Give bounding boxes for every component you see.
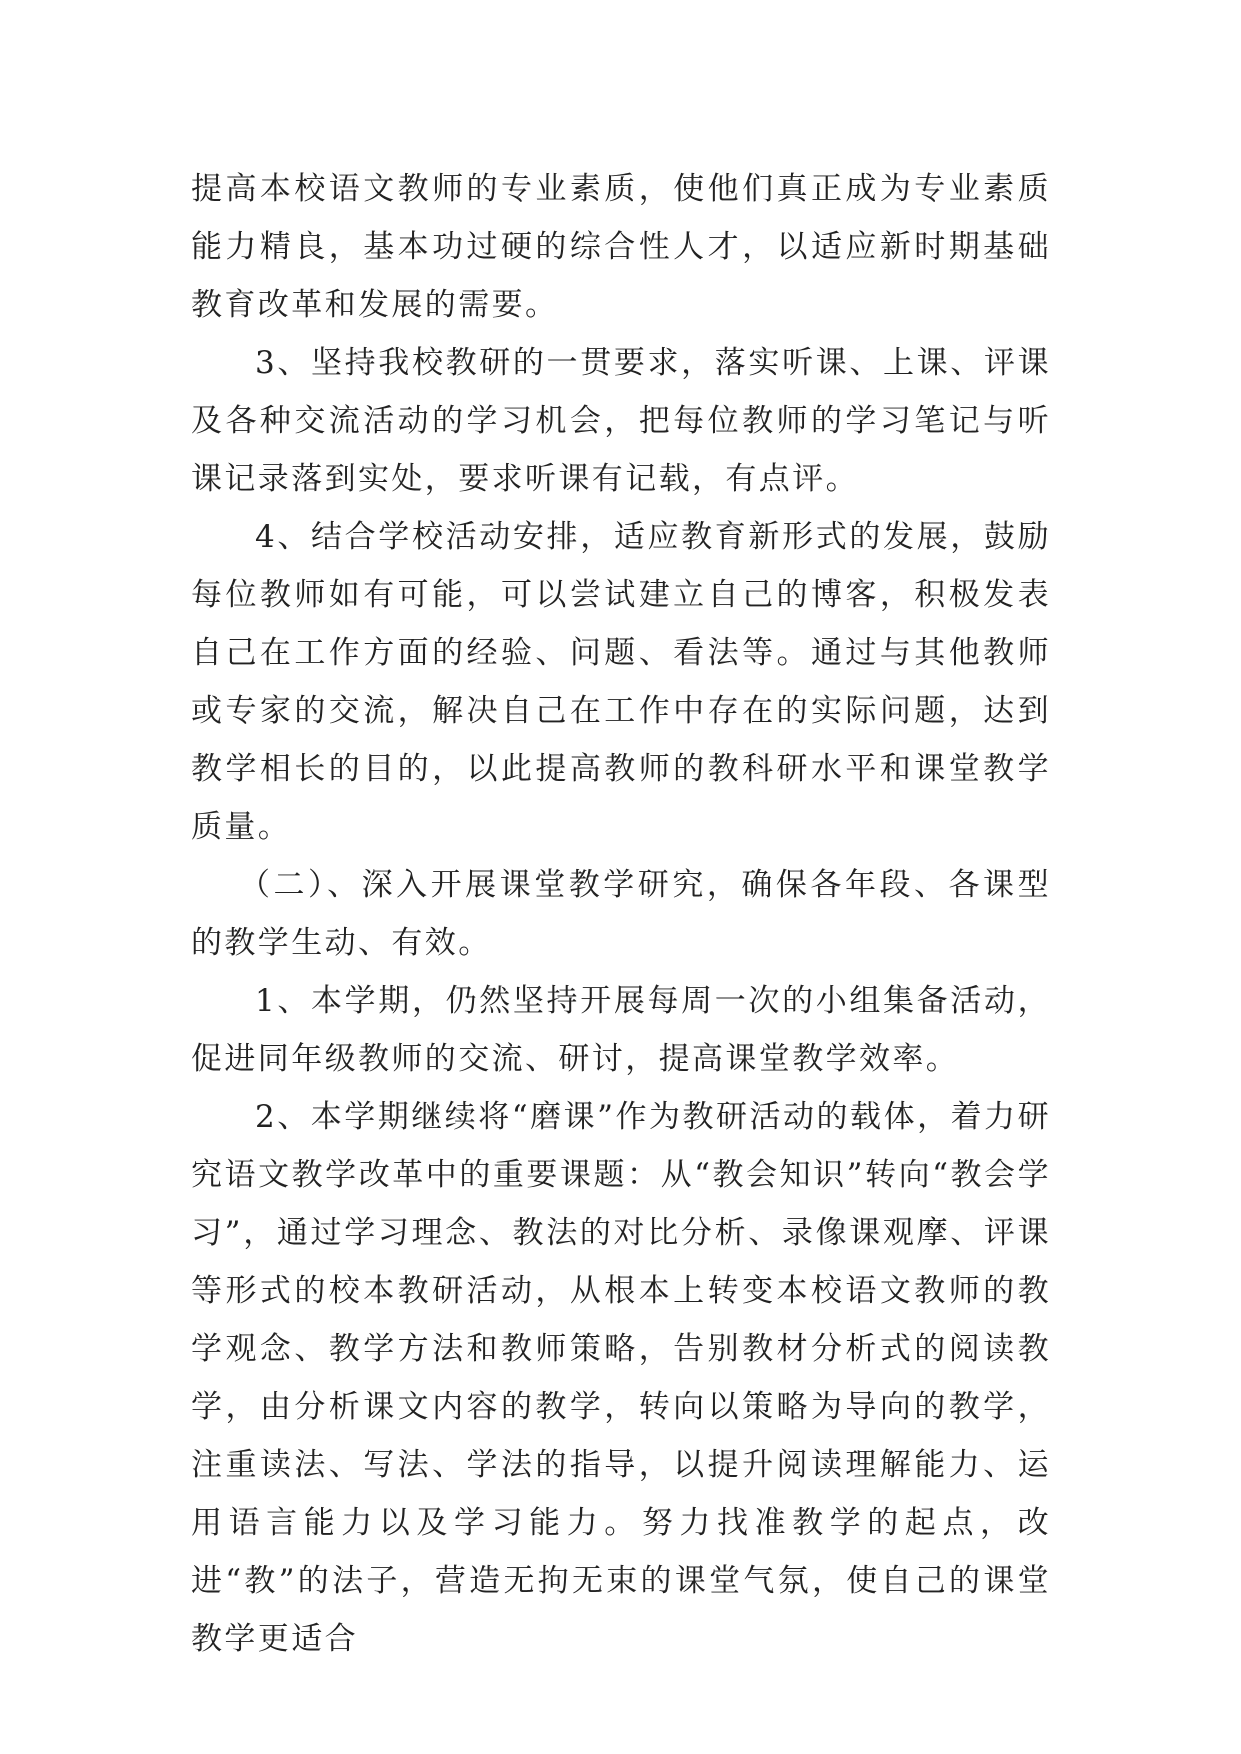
- paragraph-item-1: 1、本学期，仍然坚持开展每周一次的小组集备活动，促进同年级教师的交流、研讨，提高课堂教学效率。: [191, 983, 1051, 1077]
- paragraph-item-3: 3、坚持我校教研的一贯要求，落实听课、上课、评课及各种交流活动的学习机会，把每位教师的学习笔记与听课记录落到实处，要求听课有记载，有点评。: [191, 345, 1051, 497]
- section-heading-2: （二）、深入开展课堂教学研究，确保各年段、各课型的教学生动、有效。: [191, 867, 1051, 961]
- paragraph-item-4: 4、结合学校活动安排，适应教育新形式的发展，鼓励每位教师如有可能，可以尝试建立自己的博客，积极发表自己在工作方面的经验、问题、看法等。通过与其他教师或专家的交流，解决自己在工作中存在的实际问题，达到教学相长的目的，以此提高教师的教科研水平和课堂教学质量。: [191, 519, 1051, 845]
- paragraph-item-2: 2、本学期继续将“磨课”作为教研活动的载体，着力研究语文教学改革中的重要课题：从“教会知识”转向“教会学习”，通过学习理念、教法的对比分析、录像课观摩、评课等形式的校本教研活动，从根本上转变本校语文教师的教学观念、教学方法和教师策略，告别教材分析式的阅读教学，由分析课文内容的教学，转向以策略为导向的教学，注重读法、写法、学法的指导，以提升阅读理解能力、运用语言能力以及学习能力。努力找准教学的起点，改进“教”的法子，营造无拘无束的课堂气氛，使自己的课堂教学更适合: [191, 1099, 1051, 1657]
- paragraph-continuation: 提高本校语文教师的专业素质，使他们真正成为专业素质能力精良，基本功过硬的综合性人才，以适应新时期基础教育改革和发展的需要。: [191, 171, 1051, 323]
- document-body: [191, 160, 1051, 1668]
